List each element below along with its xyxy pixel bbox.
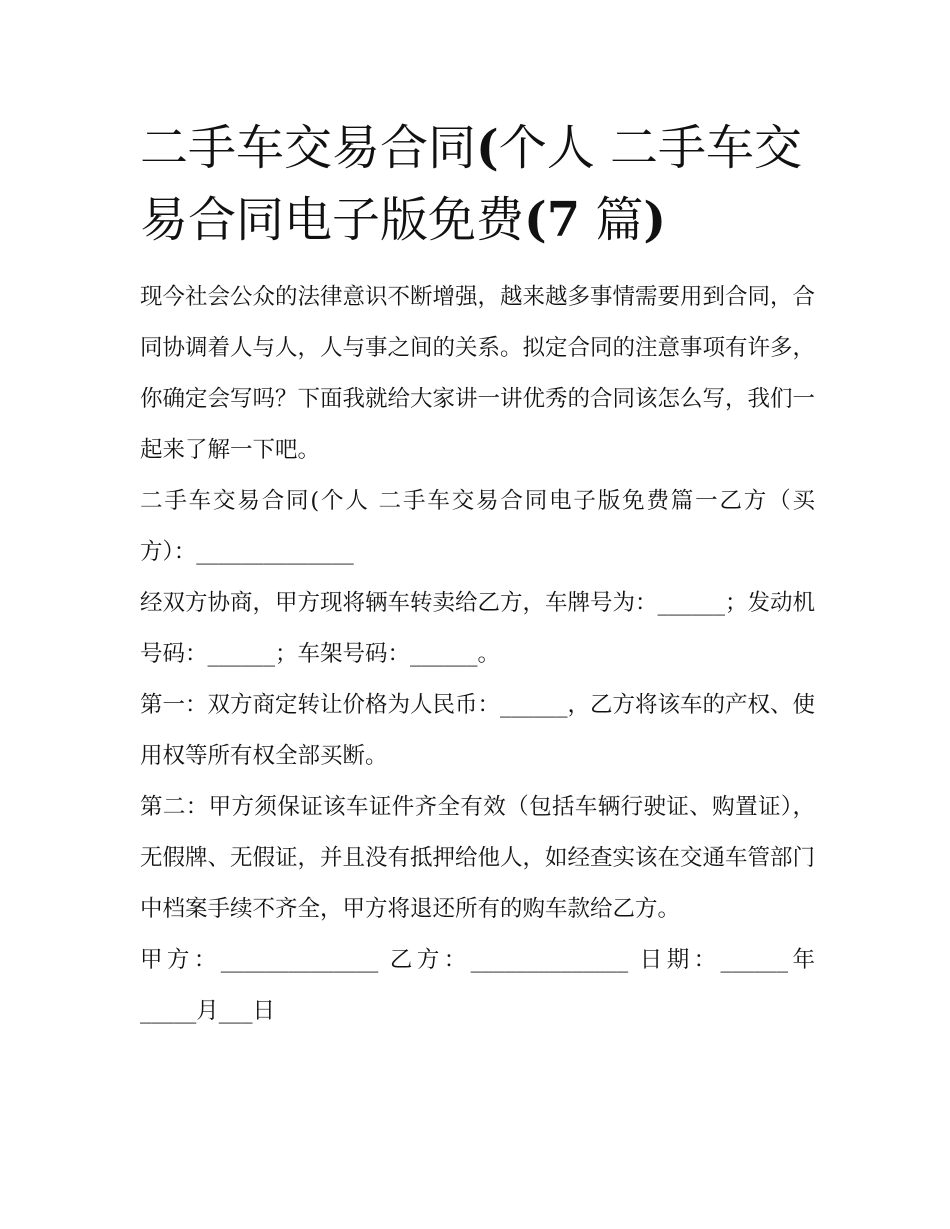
document-title — [140, 112, 815, 256]
buyer-paragraph: 二手车交易合同(个人 二手车交易合同电子版免费篇一乙方（买方）：______________ — [140, 488, 815, 565]
title-paren-close: ) — [643, 192, 667, 248]
document-page — [140, 112, 815, 1037]
title-text-3: (7 — [524, 192, 581, 248]
vehicle-paragraph: 经双方协商，甲方现将辆车转卖给乙方，车牌号为：______；发动机号码：______；车架号码：______。 — [140, 590, 816, 667]
title-paren-open: ( — [476, 120, 499, 176]
title-text-1: 二手车交易合同 — [140, 120, 477, 176]
signature-paragraph: 甲方：______________ 乙方：______________ 日期：______年_____月___日 — [140, 947, 815, 1024]
title-text-4: 篇 — [580, 192, 644, 248]
intro-paragraph: 现今社会公众的法律意识不断增强，越来越多事情需要用到合同，合同协调着人与人，人与事之间的关系。拟定合同的注意事项有许多，你确定会写吗？下面我就给大家讲一讲优秀的合同该怎么写，我们一起来了解一下吧。 — [140, 284, 816, 463]
clause-one-paragraph: 第一：双方商定转让价格为人民币：______，乙方将该车的产权、使用权等所有权全部买断。 — [140, 692, 816, 769]
title-text-2: 个人 二手车交易合同电子版免费 — [140, 120, 802, 248]
clause-two-paragraph: 第二：甲方须保证该车证件齐全有效（包括车辆行驶证、购置证），无假牌、无假证，并且没有抵押给他人，如经查实该在交通车管部门中档案手续不齐全，甲方将退还所有的购车款给乙方。 — [140, 794, 816, 922]
